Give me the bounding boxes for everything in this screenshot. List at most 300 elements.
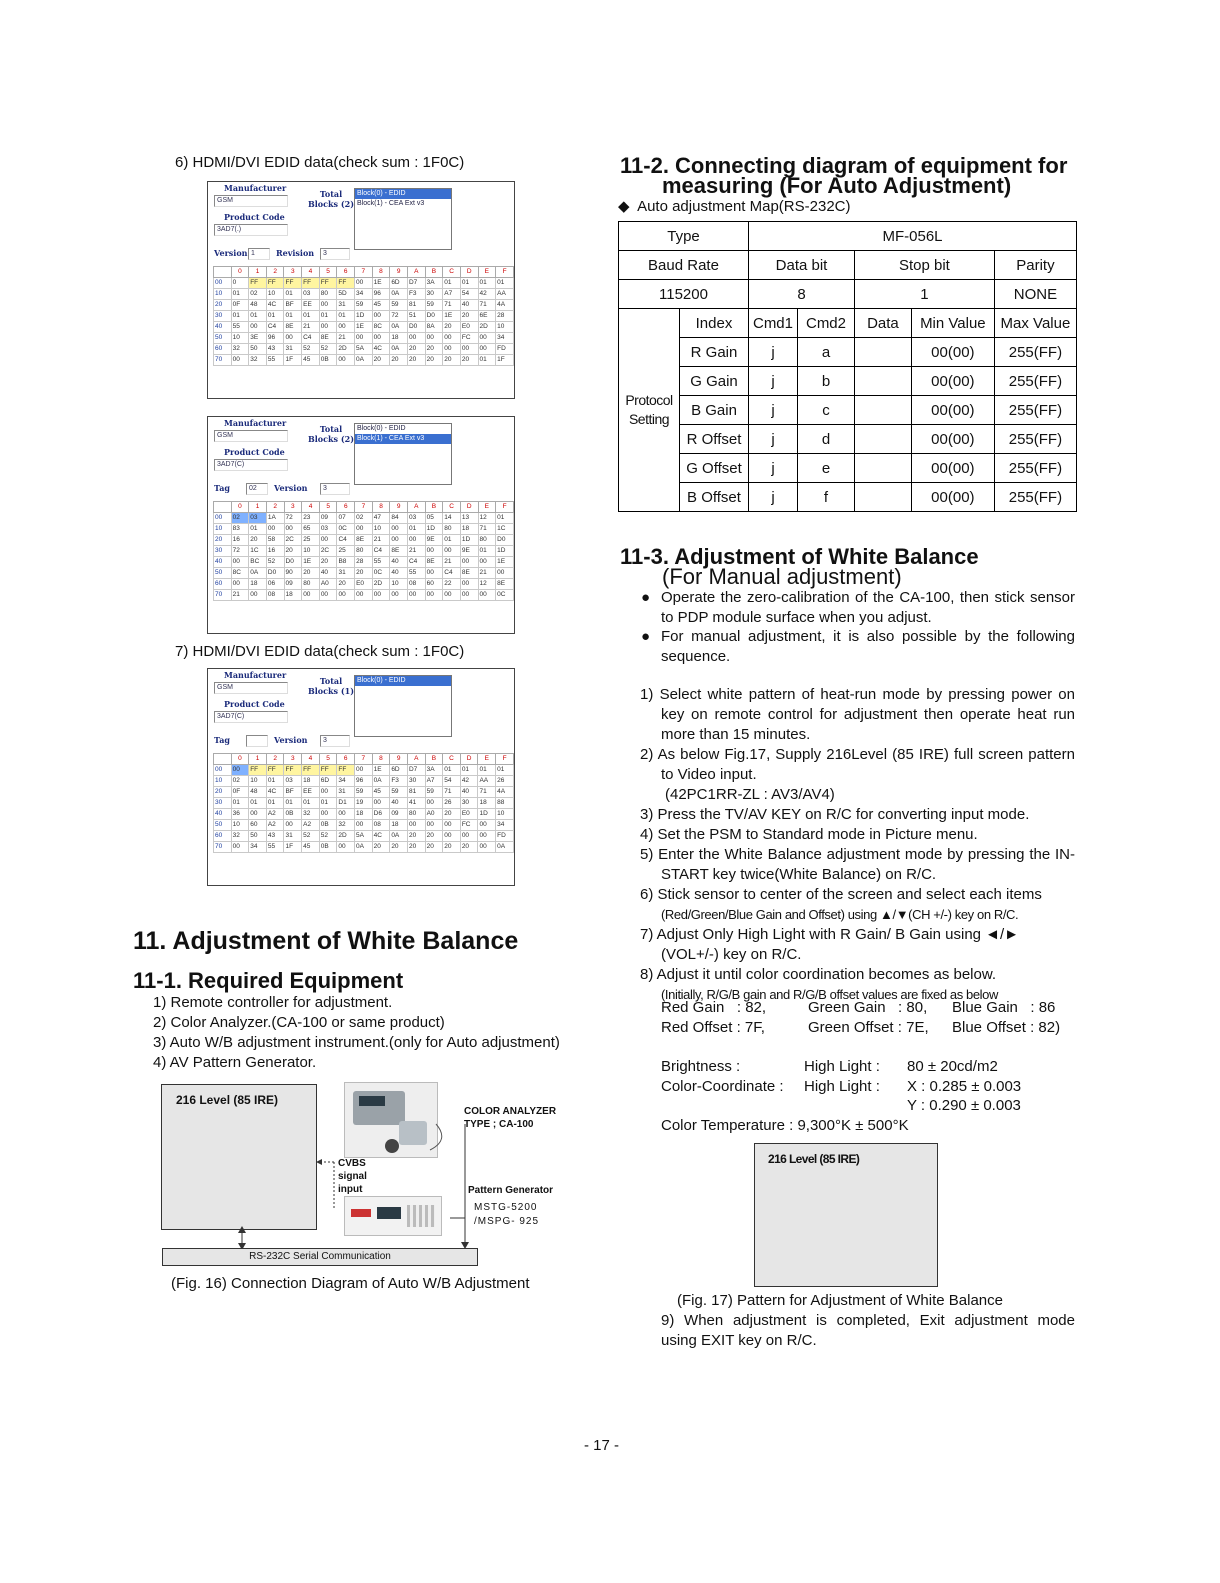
grid-cell[interactable]: 00 [372, 311, 390, 322]
grid-cell[interactable]: C4 [302, 333, 320, 344]
grid-cell[interactable]: 50 [249, 831, 267, 842]
grid-cell[interactable]: 00 [478, 831, 496, 842]
grid-cell[interactable]: 26 [443, 798, 461, 809]
grid-cell[interactable]: 1E [496, 557, 514, 568]
grid-cell[interactable]: 20 [390, 842, 408, 853]
grid-cell[interactable]: 0F [231, 300, 249, 311]
grid-cell[interactable]: 40 [390, 557, 408, 568]
grid-cell[interactable]: 1A [266, 513, 284, 524]
grid-cell[interactable]: 20 [372, 355, 390, 366]
grid-cell[interactable]: 72 [284, 513, 302, 524]
grid-cell[interactable]: 20 [460, 842, 478, 853]
grid-cell[interactable]: 96 [266, 333, 284, 344]
grid-cell[interactable]: 00 [478, 333, 496, 344]
grid-cell[interactable]: 18 [284, 590, 302, 601]
grid-cell[interactable]: 20 [407, 344, 425, 355]
grid-cell[interactable]: 01 [231, 311, 249, 322]
grid-cell[interactable]: 59 [390, 300, 408, 311]
grid-cell[interactable]: 32 [337, 820, 355, 831]
grid-cell[interactable]: 20 [407, 355, 425, 366]
grid-cell[interactable]: 18 [302, 776, 320, 787]
grid-cell[interactable]: 01 [443, 535, 461, 546]
grid-cell[interactable]: 8C [231, 568, 249, 579]
grid-cell[interactable]: 0A [390, 322, 408, 333]
grid-cell[interactable]: 10 [496, 322, 514, 333]
grid-cell[interactable]: FF [249, 765, 267, 776]
grid-cell[interactable]: 01 [407, 524, 425, 535]
grid-cell[interactable]: FF [319, 278, 337, 289]
grid-cell[interactable]: 4C [266, 787, 284, 798]
grid-cell[interactable]: 6D [390, 765, 408, 776]
grid-cell[interactable]: 34 [496, 820, 514, 831]
grid-cell[interactable]: 01 [231, 289, 249, 300]
grid-cell[interactable]: 71 [443, 787, 461, 798]
block-list[interactable] [354, 675, 452, 737]
grid-cell[interactable]: 1F [284, 355, 302, 366]
grid-cell[interactable]: A2 [302, 820, 320, 831]
grid-cell[interactable]: 96 [372, 289, 390, 300]
grid-cell[interactable]: 10 [390, 579, 408, 590]
grid-cell[interactable]: 09 [390, 809, 408, 820]
grid-cell[interactable]: 8E [390, 546, 408, 557]
grid-cell[interactable]: 0A [355, 842, 373, 853]
grid-cell[interactable]: 00 [425, 590, 443, 601]
grid-cell[interactable]: D1 [337, 798, 355, 809]
grid-cell[interactable]: 34 [337, 776, 355, 787]
grid-cell[interactable]: 01 [478, 355, 496, 366]
grid-cell[interactable]: 09 [319, 513, 337, 524]
grid-cell[interactable]: 00 [390, 535, 408, 546]
grid-cell[interactable]: FC [460, 820, 478, 831]
grid-cell[interactable]: 55 [372, 557, 390, 568]
grid-cell[interactable]: 00 [443, 590, 461, 601]
grid-cell[interactable]: 01 [302, 311, 320, 322]
grid-cell[interactable]: 00 [249, 809, 267, 820]
grid-cell[interactable]: 20 [390, 355, 408, 366]
grid-cell[interactable]: 01 [460, 765, 478, 776]
grid-cell[interactable]: 03 [302, 289, 320, 300]
grid-cell[interactable]: 00 [425, 820, 443, 831]
grid-cell[interactable]: 1C [496, 524, 514, 535]
grid-cell[interactable]: 08 [372, 820, 390, 831]
grid-cell[interactable]: 02 [231, 776, 249, 787]
grid-cell[interactable]: 00 [355, 820, 373, 831]
grid-cell[interactable]: 8E [460, 568, 478, 579]
grid-cell[interactable]: 1D [355, 311, 373, 322]
grid-cell[interactable]: 20 [407, 831, 425, 842]
grid-cell[interactable]: 19 [355, 798, 373, 809]
grid-cell[interactable]: 00 [478, 344, 496, 355]
grid-cell[interactable]: 32 [302, 809, 320, 820]
grid-cell[interactable]: 01 [337, 311, 355, 322]
grid-cell[interactable]: 02 [355, 513, 373, 524]
grid-cell[interactable]: 20 [249, 535, 267, 546]
grid-cell[interactable]: 30 [460, 798, 478, 809]
grid-cell[interactable]: FF [284, 278, 302, 289]
grid-cell[interactable]: 51 [407, 311, 425, 322]
grid-cell[interactable]: 80 [407, 809, 425, 820]
grid-cell[interactable]: 00 [302, 590, 320, 601]
block-list-item[interactable]: Block(1) - CEA Ext v3 [357, 200, 425, 207]
grid-cell[interactable]: 12 [478, 579, 496, 590]
grid-cell[interactable]: 32 [231, 831, 249, 842]
grid-cell[interactable]: 1D [478, 809, 496, 820]
grid-cell[interactable]: 0 [231, 278, 249, 289]
grid-cell[interactable]: 10 [496, 809, 514, 820]
grid-cell[interactable]: 45 [372, 300, 390, 311]
grid-cell[interactable]: 01 [284, 798, 302, 809]
grid-cell[interactable]: 01 [496, 278, 514, 289]
grid-cell[interactable]: 1C [249, 546, 267, 557]
grid-cell[interactable]: BF [284, 300, 302, 311]
grid-cell[interactable]: 20 [337, 579, 355, 590]
grid-cell[interactable]: 18 [390, 820, 408, 831]
grid-cell[interactable]: A7 [443, 289, 461, 300]
grid-cell[interactable]: 00 [355, 524, 373, 535]
grid-cell[interactable]: 12 [478, 513, 496, 524]
grid-cell[interactable]: 18 [460, 524, 478, 535]
grid-cell[interactable]: C4 [443, 568, 461, 579]
grid-cell[interactable]: 00 [319, 809, 337, 820]
grid-cell[interactable]: 59 [425, 787, 443, 798]
grid-cell[interactable]: D0 [496, 535, 514, 546]
grid-cell[interactable]: 0F [231, 787, 249, 798]
grid-cell[interactable]: 43 [266, 831, 284, 842]
grid-cell[interactable]: 00 [231, 557, 249, 568]
grid-cell[interactable]: 00 [231, 765, 249, 776]
grid-cell[interactable]: 52 [302, 831, 320, 842]
grid-cell[interactable]: 10 [231, 333, 249, 344]
grid-cell[interactable]: 21 [372, 535, 390, 546]
grid-cell[interactable]: 20 [460, 311, 478, 322]
grid-cell[interactable]: 20 [372, 842, 390, 853]
grid-cell[interactable]: 9E [460, 546, 478, 557]
grid-cell[interactable]: 00 [478, 842, 496, 853]
grid-cell[interactable]: 00 [355, 278, 373, 289]
grid-cell[interactable]: FF [249, 278, 267, 289]
grid-cell[interactable]: 01 [284, 289, 302, 300]
grid-cell[interactable]: E0 [355, 579, 373, 590]
grid-cell[interactable]: 00 [390, 524, 408, 535]
grid-cell[interactable]: 0A [496, 842, 514, 853]
grid-cell[interactable]: 0C [496, 590, 514, 601]
block-list-item[interactable]: Block(0) - EDID [355, 676, 451, 686]
grid-cell[interactable]: C4 [372, 546, 390, 557]
grid-cell[interactable]: 4A [496, 300, 514, 311]
grid-cell[interactable]: 01 [249, 798, 267, 809]
grid-cell[interactable]: 4A [496, 787, 514, 798]
grid-cell[interactable]: 4C [372, 344, 390, 355]
grid-cell[interactable]: 00 [478, 557, 496, 568]
grid-cell[interactable]: 80 [443, 524, 461, 535]
grid-cell[interactable]: 45 [372, 787, 390, 798]
block-list-item[interactable]: Block(0) - EDID [355, 189, 451, 199]
grid-cell[interactable]: 00 [478, 820, 496, 831]
grid-cell[interactable]: 08 [407, 579, 425, 590]
grid-cell[interactable]: 96 [355, 776, 373, 787]
grid-cell[interactable]: 00 [460, 344, 478, 355]
grid-cell[interactable]: AA [496, 289, 514, 300]
grid-cell[interactable]: 40 [390, 568, 408, 579]
revision-field[interactable]: 3 [320, 248, 350, 260]
grid-cell[interactable]: 21 [337, 333, 355, 344]
grid-cell[interactable]: 00 [407, 535, 425, 546]
grid-cell[interactable]: 06 [266, 579, 284, 590]
grid-cell[interactable]: 3E [249, 333, 267, 344]
grid-cell[interactable]: 52 [319, 344, 337, 355]
grid-cell[interactable]: 1E [355, 322, 373, 333]
grid-cell[interactable]: 00 [284, 333, 302, 344]
grid-cell[interactable]: 00 [390, 590, 408, 601]
grid-cell[interactable]: D7 [407, 765, 425, 776]
grid-cell[interactable]: A2 [266, 820, 284, 831]
grid-cell[interactable]: 05 [425, 513, 443, 524]
block-list[interactable] [354, 188, 452, 250]
grid-cell[interactable]: 1E [372, 278, 390, 289]
grid-cell[interactable]: 20 [443, 809, 461, 820]
grid-cell[interactable]: 01 [319, 798, 337, 809]
grid-cell[interactable]: BC [249, 557, 267, 568]
grid-cell[interactable]: 81 [407, 300, 425, 311]
grid-cell[interactable]: 00 [443, 831, 461, 842]
grid-cell[interactable]: 65 [302, 524, 320, 535]
grid-cell[interactable]: 07 [337, 513, 355, 524]
grid-cell[interactable]: FF [302, 765, 320, 776]
grid-cell[interactable]: 54 [443, 776, 461, 787]
grid-cell[interactable]: 00 [355, 590, 373, 601]
grid-cell[interactable]: 34 [355, 289, 373, 300]
grid-cell[interactable]: 2D [337, 344, 355, 355]
grid-cell[interactable]: 1E [302, 557, 320, 568]
grid-cell[interactable]: 20 [319, 557, 337, 568]
grid-cell[interactable]: 20 [425, 344, 443, 355]
grid-cell[interactable]: 8E [284, 322, 302, 333]
grid-cell[interactable]: 01 [496, 513, 514, 524]
grid-cell[interactable]: C4 [337, 535, 355, 546]
grid-cell[interactable]: FF [337, 278, 355, 289]
grid-cell[interactable]: 31 [337, 787, 355, 798]
grid-cell[interactable]: D6 [372, 809, 390, 820]
grid-cell[interactable]: 2C [319, 546, 337, 557]
grid-cell[interactable]: 0A [390, 831, 408, 842]
grid-cell[interactable]: 3A [425, 278, 443, 289]
version-field[interactable]: 3 [320, 483, 350, 495]
grid-cell[interactable]: 55 [407, 568, 425, 579]
grid-cell[interactable]: 01 [266, 798, 284, 809]
grid-cell[interactable]: 00 [337, 842, 355, 853]
grid-cell[interactable]: 03 [249, 513, 267, 524]
grid-cell[interactable]: FF [266, 278, 284, 289]
grid-cell[interactable]: 31 [337, 300, 355, 311]
grid-cell[interactable]: 0B [284, 809, 302, 820]
grid-cell[interactable]: 10 [302, 546, 320, 557]
grid-cell[interactable]: 18 [249, 579, 267, 590]
grid-cell[interactable]: 00 [478, 590, 496, 601]
grid-cell[interactable]: 41 [407, 798, 425, 809]
grid-cell[interactable]: 14 [443, 513, 461, 524]
manufacturer-field[interactable]: GSM [214, 195, 288, 207]
grid-cell[interactable]: 00 [249, 322, 267, 333]
grid-cell[interactable]: C4 [266, 322, 284, 333]
grid-cell[interactable]: 18 [390, 333, 408, 344]
grid-cell[interactable]: 00 [319, 300, 337, 311]
grid-cell[interactable]: 00 [460, 557, 478, 568]
grid-cell[interactable]: 26 [496, 776, 514, 787]
product-code-field[interactable]: 3AD7(C) [214, 711, 288, 723]
grid-cell[interactable]: 00 [425, 333, 443, 344]
grid-cell[interactable]: 59 [355, 300, 373, 311]
grid-cell[interactable]: A7 [425, 776, 443, 787]
grid-cell[interactable]: 03 [407, 513, 425, 524]
grid-cell[interactable]: 20 [302, 568, 320, 579]
tag-field[interactable]: 02 [246, 483, 268, 495]
grid-cell[interactable]: 1E [372, 765, 390, 776]
grid-cell[interactable]: 01 [284, 311, 302, 322]
grid-cell[interactable]: 01 [231, 798, 249, 809]
grid-cell[interactable]: 1D [496, 546, 514, 557]
grid-cell[interactable]: 0C [372, 568, 390, 579]
grid-cell[interactable]: 32 [231, 344, 249, 355]
grid-cell[interactable]: 40 [319, 568, 337, 579]
grid-cell[interactable]: 00 [460, 579, 478, 590]
grid-cell[interactable]: 20 [460, 355, 478, 366]
grid-cell[interactable]: C4 [407, 557, 425, 568]
grid-cell[interactable]: 00 [231, 355, 249, 366]
grid-cell[interactable]: 6E [478, 311, 496, 322]
grid-cell[interactable]: 55 [266, 355, 284, 366]
grid-cell[interactable]: 8E [496, 579, 514, 590]
grid-cell[interactable]: 8A [425, 322, 443, 333]
grid-cell[interactable]: FF [266, 765, 284, 776]
version-field[interactable]: 3 [320, 735, 350, 747]
grid-cell[interactable]: 52 [266, 557, 284, 568]
grid-cell[interactable]: 31 [284, 831, 302, 842]
grid-cell[interactable]: 00 [249, 590, 267, 601]
grid-cell[interactable]: 23 [302, 513, 320, 524]
grid-cell[interactable]: 42 [460, 776, 478, 787]
tag-field[interactable] [246, 735, 268, 747]
grid-cell[interactable]: 01 [266, 311, 284, 322]
grid-cell[interactable]: 01 [249, 524, 267, 535]
grid-cell[interactable]: 40 [460, 300, 478, 311]
grid-cell[interactable]: F3 [407, 289, 425, 300]
grid-cell[interactable]: 88 [496, 798, 514, 809]
grid-cell[interactable]: 2C [284, 535, 302, 546]
grid-cell[interactable]: 01 [478, 765, 496, 776]
grid-cell[interactable]: 80 [319, 289, 337, 300]
grid-cell[interactable]: 4C [372, 831, 390, 842]
grid-cell[interactable]: 10 [266, 289, 284, 300]
grid-cell[interactable]: 20 [443, 322, 461, 333]
grid-cell[interactable]: 01 [443, 765, 461, 776]
grid-cell[interactable]: A2 [266, 809, 284, 820]
grid-cell[interactable]: 0C [337, 524, 355, 535]
grid-cell[interactable]: 31 [337, 568, 355, 579]
grid-cell[interactable]: 2D [337, 831, 355, 842]
grid-cell[interactable]: 03 [284, 776, 302, 787]
grid-cell[interactable]: 8C [372, 322, 390, 333]
grid-cell[interactable]: 22 [443, 579, 461, 590]
grid-cell[interactable]: 25 [302, 535, 320, 546]
grid-cell[interactable]: 6D [390, 278, 408, 289]
grid-cell[interactable]: 48 [249, 300, 267, 311]
grid-cell[interactable]: 72 [390, 311, 408, 322]
grid-cell[interactable]: 71 [478, 787, 496, 798]
grid-cell[interactable]: 21 [407, 546, 425, 557]
grid-cell[interactable]: 00 [407, 820, 425, 831]
grid-cell[interactable]: 2D [478, 322, 496, 333]
grid-cell[interactable]: B8 [337, 557, 355, 568]
grid-cell[interactable]: 10 [249, 776, 267, 787]
grid-cell[interactable]: 55 [266, 842, 284, 853]
grid-cell[interactable]: 0A [249, 568, 267, 579]
grid-cell[interactable]: D0 [284, 557, 302, 568]
grid-cell[interactable]: 1D [425, 524, 443, 535]
grid-cell[interactable]: 81 [407, 787, 425, 798]
grid-cell[interactable]: 8E [425, 557, 443, 568]
grid-cell[interactable]: 6D [319, 776, 337, 787]
grid-cell[interactable]: FF [319, 765, 337, 776]
grid-cell[interactable]: 21 [302, 322, 320, 333]
grid-cell[interactable]: 59 [390, 787, 408, 798]
grid-cell[interactable]: 50 [249, 344, 267, 355]
grid-cell[interactable]: 60 [425, 579, 443, 590]
grid-cell[interactable]: 45 [302, 842, 320, 853]
manufacturer-field[interactable]: GSM [214, 430, 288, 442]
grid-cell[interactable]: 34 [496, 333, 514, 344]
grid-cell[interactable]: 02 [231, 513, 249, 524]
grid-cell[interactable]: A0 [425, 809, 443, 820]
grid-cell[interactable]: 28 [355, 557, 373, 568]
grid-cell[interactable]: 52 [302, 344, 320, 355]
grid-cell[interactable]: 00 [319, 590, 337, 601]
grid-cell[interactable]: 1D [460, 535, 478, 546]
grid-cell[interactable]: 0B [319, 820, 337, 831]
grid-cell[interactable]: 00 [319, 787, 337, 798]
grid-cell[interactable]: 01 [460, 278, 478, 289]
grid-cell[interactable]: 16 [266, 546, 284, 557]
grid-cell[interactable]: 20 [284, 546, 302, 557]
grid-cell[interactable]: 59 [425, 300, 443, 311]
grid-cell[interactable]: 30 [425, 289, 443, 300]
product-code-field[interactable]: 3AD7(C) [214, 459, 288, 471]
grid-cell[interactable]: 0B [319, 355, 337, 366]
grid-cell[interactable]: 60 [249, 820, 267, 831]
grid-cell[interactable]: 54 [460, 289, 478, 300]
grid-cell[interactable]: 2D [372, 579, 390, 590]
grid-cell[interactable]: 01 [249, 311, 267, 322]
grid-cell[interactable]: E0 [460, 322, 478, 333]
grid-cell[interactable]: 18 [478, 798, 496, 809]
grid-cell[interactable]: EE [302, 787, 320, 798]
grid-cell[interactable]: 9E [425, 535, 443, 546]
grid-cell[interactable]: 1F [284, 842, 302, 853]
grid-cell[interactable]: 42 [478, 289, 496, 300]
grid-cell[interactable]: 0B [319, 842, 337, 853]
grid-cell[interactable]: 00 [496, 568, 514, 579]
grid-cell[interactable]: 0A [355, 355, 373, 366]
grid-cell[interactable]: FC [460, 333, 478, 344]
grid-cell[interactable]: 20 [425, 842, 443, 853]
grid-cell[interactable]: 00 [372, 590, 390, 601]
grid-cell[interactable]: 83 [231, 524, 249, 535]
grid-cell[interactable]: 00 [460, 831, 478, 842]
grid-cell[interactable]: 00 [372, 798, 390, 809]
grid-cell[interactable]: 4C [266, 300, 284, 311]
grid-cell[interactable]: 0A [390, 289, 408, 300]
grid-cell[interactable]: 00 [443, 333, 461, 344]
grid-cell[interactable]: 01 [266, 776, 284, 787]
